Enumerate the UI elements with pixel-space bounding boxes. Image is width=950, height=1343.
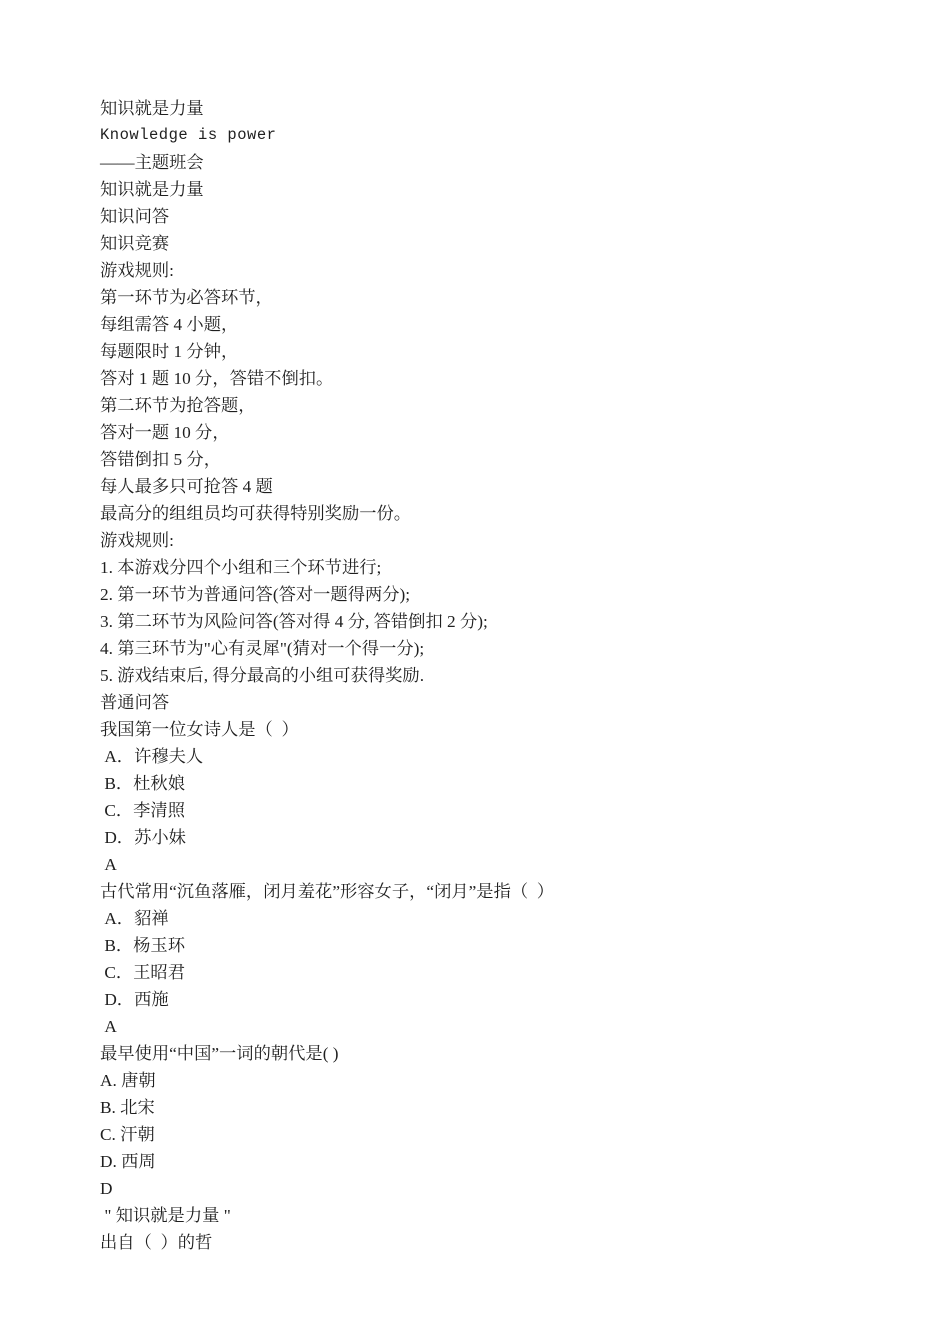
question-option: B. 北宋 (100, 1098, 155, 1117)
question-option: C. 汗朝 (100, 1125, 155, 1144)
rules-numbered-item: 2. 第一环节为普通问答(答对一题得两分); (100, 585, 411, 604)
question-option: D. 西周 (100, 1152, 156, 1171)
question-option: A．许穆夫人 (100, 747, 204, 766)
section-label: 普通问答 (100, 693, 170, 712)
slide-title: 知识就是力量 (100, 180, 204, 199)
question-text: 最早使用“中国”一词的朝代是( ) (100, 1044, 339, 1063)
rules-numbered-item: 5. 游戏结束后, 得分最高的小组可获得奖励. (100, 666, 425, 685)
rule-line: 每题限时 1 分钟， (100, 342, 239, 361)
rule-line: 答错倒扣 5 分， (100, 450, 221, 469)
question-text: 我国第一位女诗人是（ ） (100, 720, 299, 739)
question-option: C．李清照 (100, 801, 185, 820)
rule-line: 答对一题 10 分， (100, 423, 230, 442)
heading-block (100, 95, 890, 257)
title-line-cn: 知识就是力量 (100, 99, 204, 118)
rules-title: 游戏规则: (100, 261, 174, 280)
question-option: C．王昭君 (100, 963, 185, 982)
rules-numbered-item: 3. 第二环节为风险问答(答对得 4 分, 答错倒扣 2 分); (100, 612, 488, 631)
answer-letter: A (100, 1017, 117, 1036)
question-block-3 (100, 1040, 890, 1202)
rules-title: 游戏规则: (100, 531, 174, 550)
rule-line: 答对 1 题 10 分，答错不倒扣。 (100, 369, 334, 388)
answer-letter: A (100, 855, 117, 874)
rules-block-1 (100, 257, 890, 527)
subtitle-line: ——主题班会 (100, 153, 204, 172)
rule-line: 最高分的组组员均可获得特别奖励一份。 (100, 504, 412, 523)
question-option: B．杜秋娘 (100, 774, 185, 793)
rule-line: 第二环节为抢答题， (100, 396, 256, 415)
rules-numbered-item: 1. 本游戏分四个小组和三个环节进行; (100, 558, 382, 577)
quote-line: " 知识就是力量 " (100, 1206, 231, 1225)
question-option: A. 唐朝 (100, 1071, 156, 1090)
rules-block-2 (100, 527, 890, 689)
question-option: A．貂禅 (100, 909, 169, 928)
rule-line: 每组需答 4 小题， (100, 315, 239, 334)
rules-numbered-item: 4. 第三环节为"心有灵犀"(猜对一个得一分); (100, 639, 425, 658)
question-option: B．杨玉环 (100, 936, 185, 955)
question-block-2 (100, 878, 890, 1040)
question-block-1 (100, 716, 890, 878)
answer-letter: D (100, 1179, 113, 1198)
slide-title: 知识竞赛 (100, 234, 170, 253)
rule-line: 第一环节为必答环节， (100, 288, 273, 307)
rule-line: 每人最多只可抢答 4 题 (100, 477, 273, 496)
trailing-block (100, 1202, 890, 1256)
question-option: D．苏小妹 (100, 828, 186, 847)
partial-line: 出自（ ）的哲 (100, 1233, 213, 1252)
title-line-en: Knowledge is power (100, 126, 277, 144)
question-text: 古代常用“沉鱼落雁，闭月羞花”形容女子，“闭月”是指（ ） (100, 882, 555, 901)
question-option: D．西施 (100, 990, 169, 1009)
slide-title: 知识问答 (100, 207, 170, 226)
quiz-section (100, 689, 890, 1202)
